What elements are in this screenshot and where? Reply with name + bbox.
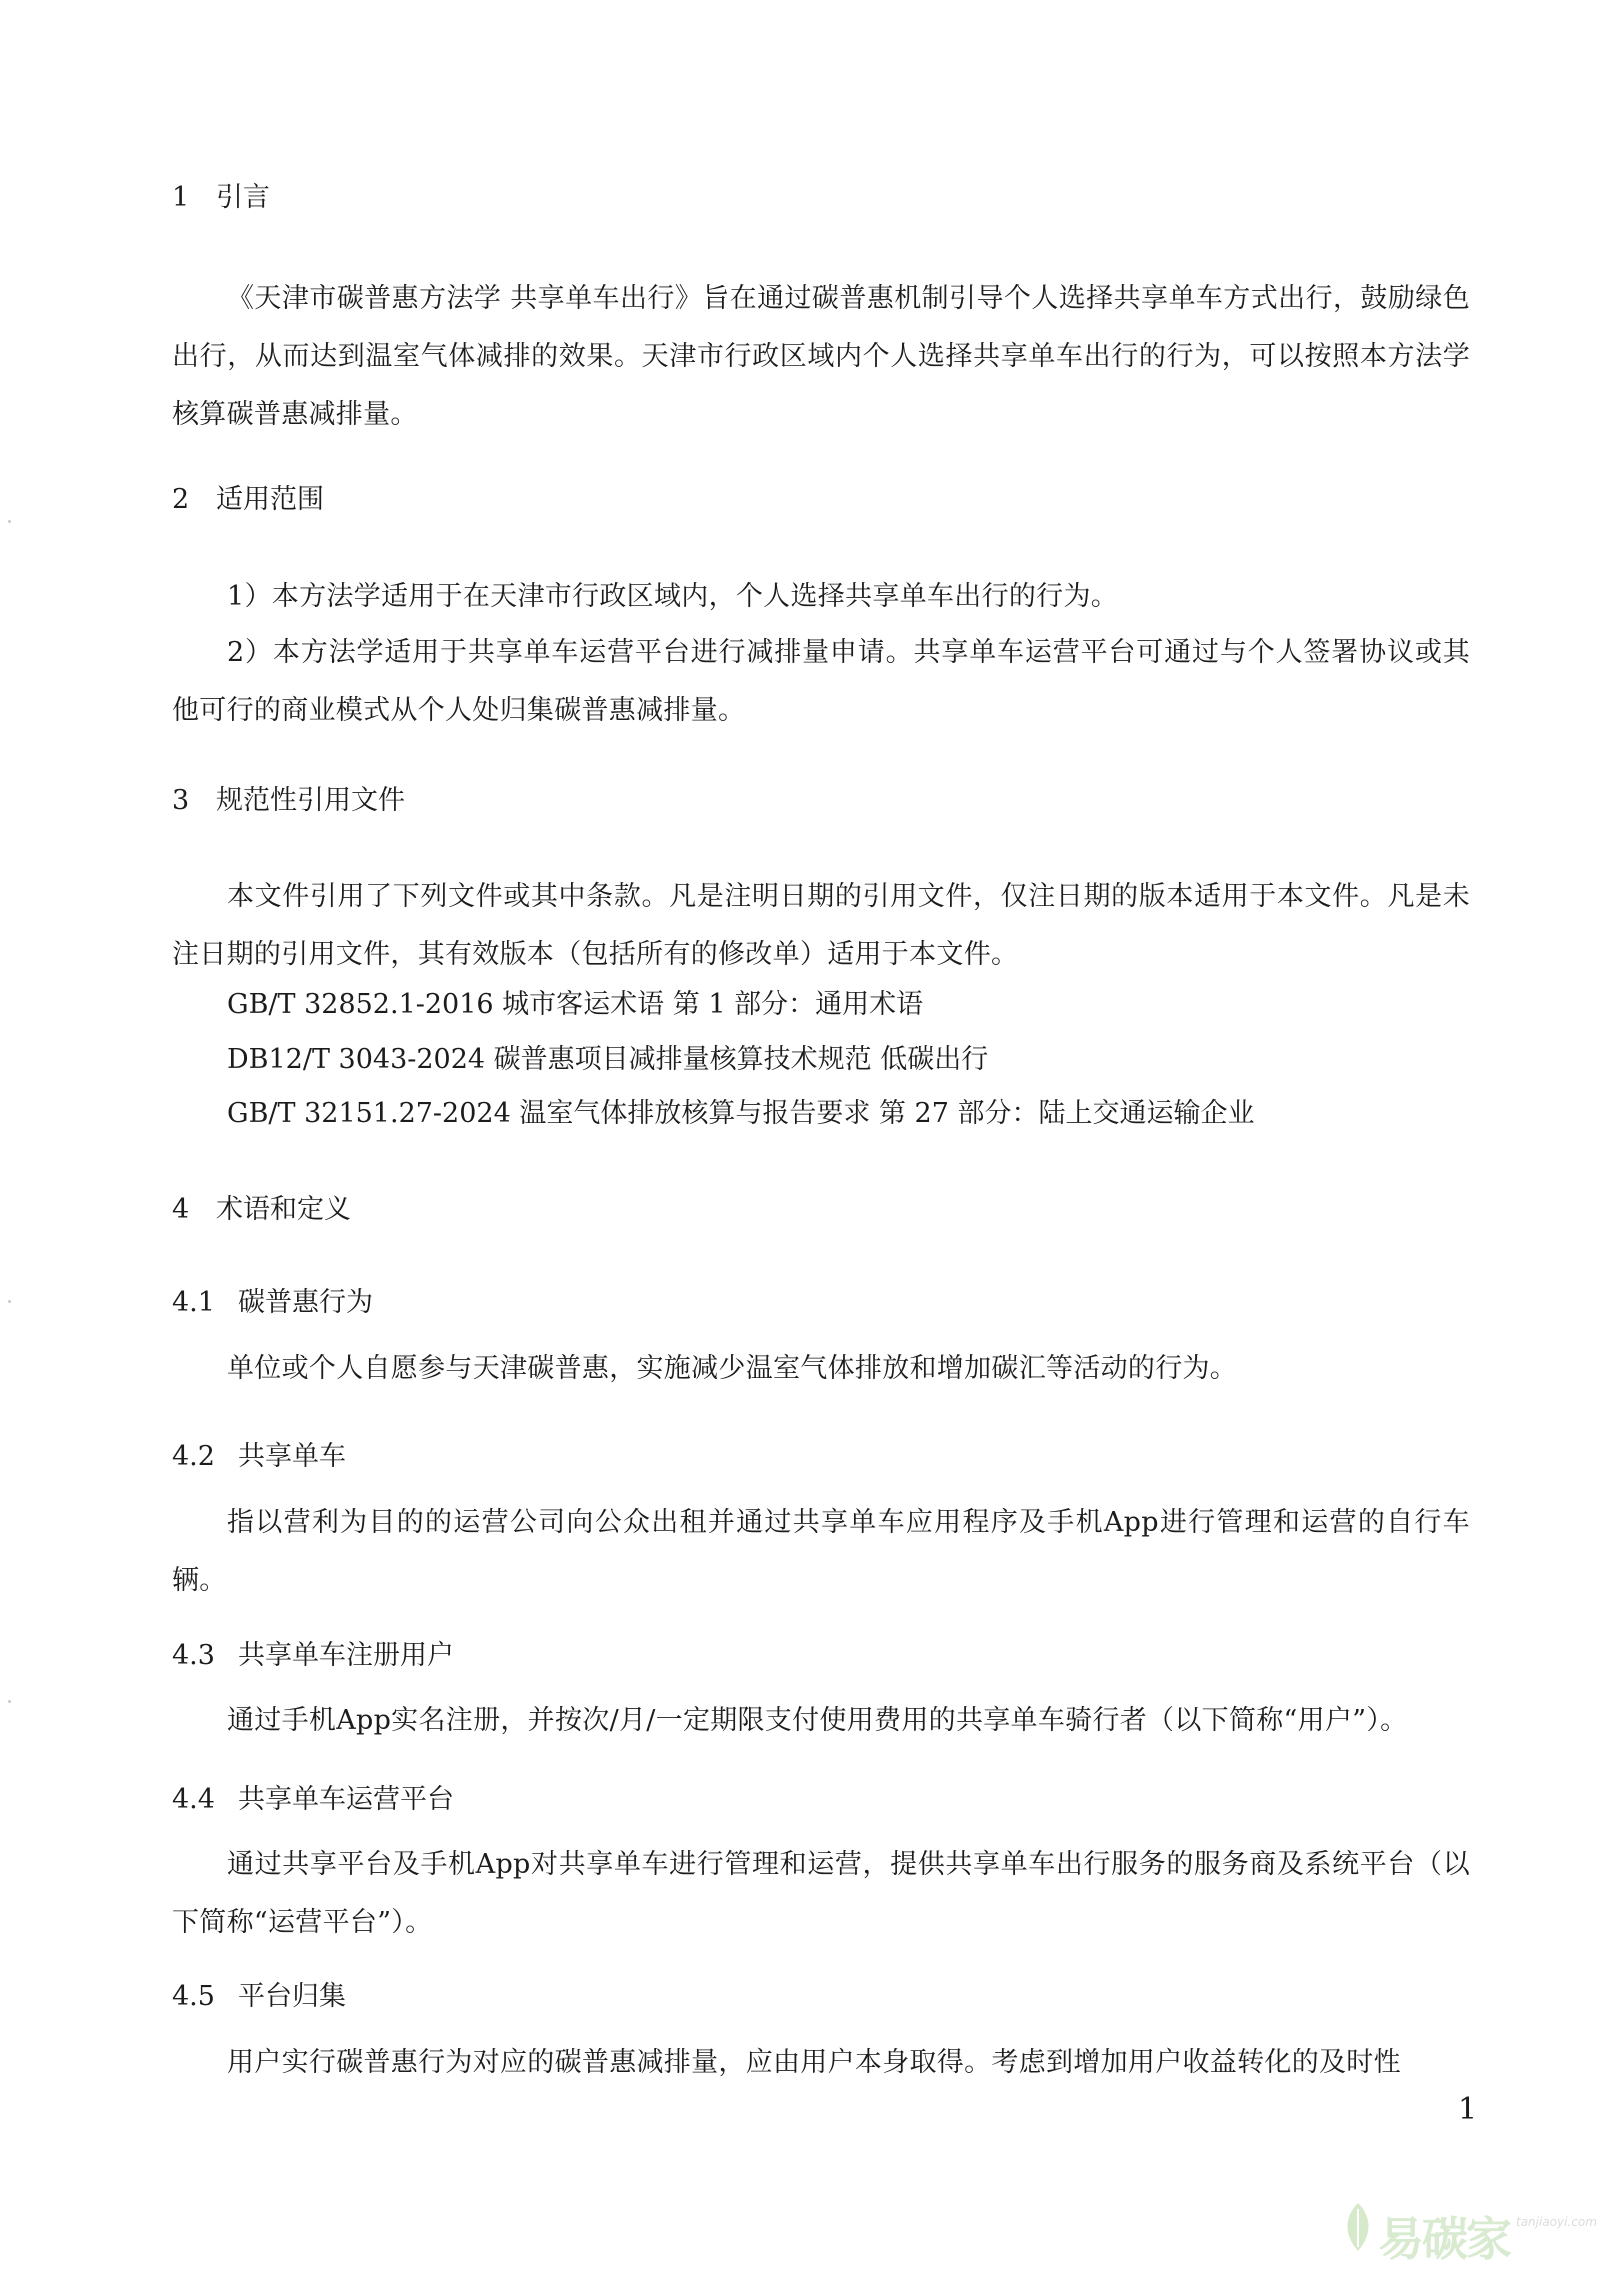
section-title: 引言 [216,182,270,213]
section-number: 4 [172,1194,190,1225]
term-4-2-heading [172,1437,1470,1477]
term-number: 4.4 [172,1784,215,1815]
section-title: 规范性引用文件 [216,785,405,816]
term-title: 共享单车注册用户 [238,1640,454,1671]
watermark-url: tanjiaoyi.com [1516,2215,1597,2229]
page-number: 1 [1458,2092,1478,2127]
term-4-1-heading [172,1283,1470,1323]
term-4-3-heading [172,1636,1470,1676]
section-4-heading [172,1190,1470,1230]
section-title: 适用范围 [216,484,324,515]
scan-mark [8,1300,11,1303]
term-number: 4.5 [172,1981,215,2012]
scan-mark [8,520,11,523]
section-3-paragraph: 本文件引用了下列文件或其中条款。凡是注明日期的引用文件，仅注日期的版本适用于本文件。凡是未注日期的引用文件，其有效版本（包括所有的修改单）适用于本文件。 [172,881,1470,970]
section-2-heading [172,480,1470,520]
scan-mark [8,1700,11,1703]
term-4-4-definition: 通过共享平台及手机App对共享单车进行管理和运营，提供共享单车出行服务的服务商及系统平台（以下简称“运营平台”）。 [172,1849,1470,1938]
term-4-5-heading [172,1977,1470,2017]
reference-item: GB/T 32852.1-2016 城市客运术语 第 1 部分：通用术语 [227,989,924,1020]
section-title: 术语和定义 [216,1194,351,1225]
section-number: 3 [172,785,190,816]
section-number: 2 [172,484,190,515]
section-number: 1 [172,182,190,213]
term-title: 共享单车运营平台 [238,1784,454,1815]
section-1-heading [172,178,1470,218]
term-number: 4.2 [172,1441,215,1472]
term-number: 4.3 [172,1640,215,1671]
leaf-icon [1340,2201,1376,2257]
watermark-text: 易碳家 [1378,2212,1510,2266]
reference-item: DB12/T 3043-2024 碳普惠项目减排量核算技术规范 低碳出行 [227,1044,989,1075]
section-3-heading [172,781,1470,821]
term-number: 4.1 [172,1287,215,1318]
term-title: 平台归集 [238,1981,346,2012]
watermark-logo [1340,2195,1597,2266]
term-title: 碳普惠行为 [238,1287,373,1318]
term-4-2-definition: 指以营利为目的的运营公司向公众出租并通过共享单车应用程序及手机App进行管理和运营的自行车辆。 [172,1507,1470,1596]
section-2-paragraph-1: 1）本方法学适用于在天津市行政区域内，个人选择共享单车出行的行为。 [227,581,1119,612]
section-2-paragraph-2: 2）本方法学适用于共享单车运营平台进行减排量申请。共享单车运营平台可通过与个人签署协议或其他可行的商业模式从个人处归集碳普惠减排量。 [172,637,1470,726]
term-4-5-definition: 用户实行碳普惠行为对应的碳普惠减排量，应由用户本身取得。考虑到增加用户收益转化的及时性 [227,2047,1401,2078]
term-4-4-heading [172,1780,1470,1820]
term-4-3-definition: 通过手机App实名注册，并按次/月/一定期限支付使用费用的共享单车骑行者（以下简称“用户”）。 [227,1705,1408,1736]
term-4-1-definition: 单位或个人自愿参与天津碳普惠，实施减少温室气体排放和增加碳汇等活动的行为。 [227,1353,1238,1384]
term-title: 共享单车 [238,1441,346,1472]
section-1-paragraph: 《天津市碳普惠方法学 共享单车出行》旨在通过碳普惠机制引导个人选择共享单车方式出行，鼓励绿色出行，从而达到温室气体减排的效果。天津市行政区域内个人选择共享单车出行的行为，可以按照本方法学核算碳普惠减排量。 [172,283,1470,430]
reference-item: GB/T 32151.27-2024 温室气体排放核算与报告要求 第 27 部分：陆上交通运输企业 [227,1098,1255,1129]
